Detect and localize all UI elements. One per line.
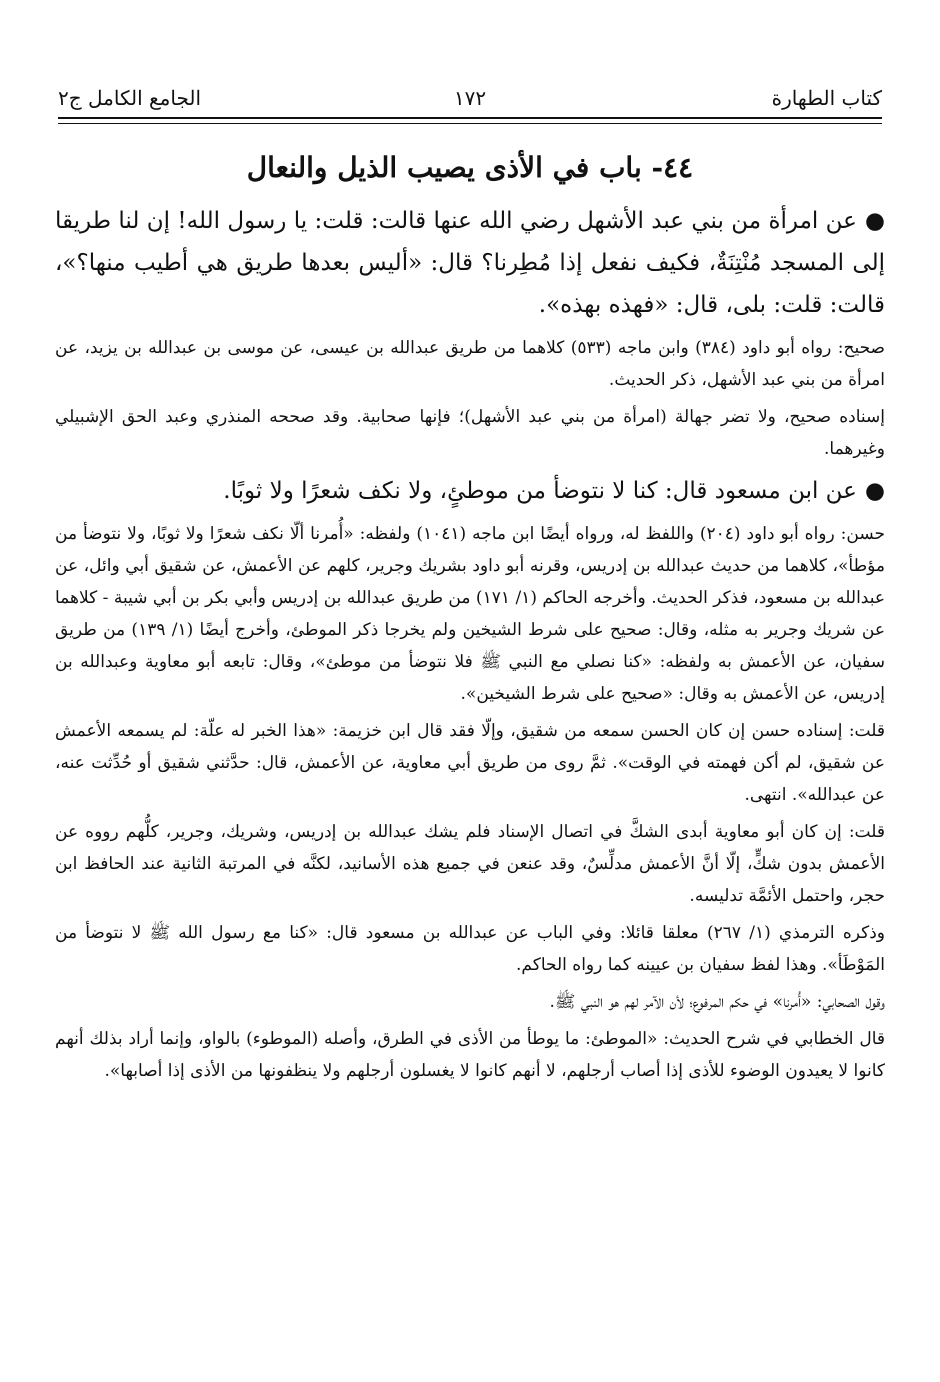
bullet-icon: ● xyxy=(864,208,885,234)
commentary-paragraph: وقول الصحابي: «أُمرنا» في حكم المرفوع؛ لأن الآمر لهم هو النبي ﷺ. xyxy=(549,992,885,1012)
chapter-title: ٤٤- باب في الأذى يصيب الذيل والنعال xyxy=(246,151,694,184)
page-body xyxy=(55,140,885,1092)
commentary-paragraph: حسن: رواه أبو داود (٢٠٤) واللفظ له، ورواه أيضًا ابن ماجه (١٠٤١) ولفظه: «أُمرنا ألّا نكف شعرًا ولا ثوبًا، ولا نتوضأ من مؤطأ»، كلاهما من حديث عبدالله بن إدريس، وقرنه أبو داود بشريك وجرير، كلهم عن الأعمش، عن شقيق أبي وائل، عن عبدالله بن مسعود، فذكر الحديث. وأخرجه الحاكم (١/ ١٧١) من طريق عبدالله بن إدريس وأبي بكر بن أبي شيبة - كلاهما عن شريك وجرير به مثله، وقال: صحيح على شرط الشيخين ولم يخرجا ذكر الموطئ، وأخرج أيضًا (١/ ١٣٩) من طريق سفيان، عن الأعمش به ولفظه: «كنا نصلي مع النبي ﷺ فلا نتوضأ من موطئ»، وقال: تابعه أبو معاوية وعبدالله بن إدريس، عن الأعمش به وقال: «صحيح على شرط الشيخين». xyxy=(55,524,886,704)
running-header xyxy=(58,80,882,114)
page-number: ١٧٢ xyxy=(453,86,487,110)
hadith-body: عن ابن مسعود قال: كنا لا نتوضأ من موطئٍ، ولا نكف شعرًا ولا ثوبًا. xyxy=(223,478,857,504)
hadith-body: عن امرأة من بني عبد الأشهل رضي الله عنها قالت: قلت: يا رسول الله! إن لنا طريقا إلى المسجد مُنْتِنَةٌ، فكيف نفعل إذا مُطِرنا؟ قال: «أليس بعدها طريق هي أطيب منها؟»، قالت: قلت: بلى، قال: «فهذه بهذه». xyxy=(55,208,885,318)
header-rule-thick xyxy=(58,117,882,119)
hadith-text xyxy=(55,470,885,512)
header-book-title: الجامع الكامل ج٢ xyxy=(58,86,202,110)
bullet-icon: ● xyxy=(864,478,885,504)
commentary-paragraph: إسناده صحيح، ولا تضر جهالة (امرأة من بني عبد الأشهل)؛ فإنها صحابية. وقد صححه المنذري وعبد الحق الإشبيلي وغيرهما. xyxy=(55,407,885,459)
header-book-section: كتاب الطهارة xyxy=(771,86,882,110)
commentary-paragraph: صحيح: رواه أبو داود (٣٨٤) وابن ماجه (٥٣٣) كلاهما من طريق عبدالله بن عيسى، عن موسى بن عبدالله بن يزيد، عن امرأة من بني عبد الأشهل، ذكر الحديث. xyxy=(55,338,885,390)
commentary-paragraph: قلت: إن كان أبو معاوية أبدى الشكَّ في اتصال الإسناد فلم يشك عبدالله بن إدريس، وشريك، وجرير، كلُّهم رووه عن الأعمش بدون شكٍّ، إلّا أنَّ الأعمش مدلِّسٌ، وقد عنعن في جميع هذه الأسانيد، لكنَّه في المرتبة الثانية عند الحافظ ابن حجر، واحتمل الأئمَّة تدليسه. xyxy=(55,822,885,906)
header-rule-thin xyxy=(58,123,882,124)
commentary-paragraph: قال الخطابي في شرح الحديث: «الموطئ: ما يوطأ من الأذى في الطرق، وأصله (الموطوء) بالواو، وإنما أراد بذلك أنهم كانوا لا يعيدون الوضوء للأذى إذا أصاب أرجلهم، لا أنهم كانوا لا يغسلون أرجلهم ولا ينظفونها من الأذى إذا أصابها». xyxy=(55,1029,885,1081)
commentary-paragraph: قلت: إسناده حسن إن كان الحسن سمعه من شقيق، وإلّا فقد قال ابن خزيمة: «هذا الخبر له علّة: لم يسمعه الأعمش عن شقيق، لم أكن فهمته في الوقت». ثمَّ روى من طريق أبي معاوية، عن الأعمش، قال: حدَّثني شقيق أو حُدِّثت عنه، عن عبدالله». انتهى. xyxy=(55,721,885,805)
hadith-text xyxy=(55,200,885,326)
commentary-paragraph: وذكره الترمذي (١/ ٢٦٧) معلقا قائلا: وفي الباب عن عبدالله بن مسعود قال: «كنا مع رسول الله ﷺ لا نتوضأ من المَوْطَأ». وهذا لفظ سفيان بن عيينه كما رواه الحاكم. xyxy=(55,923,885,975)
